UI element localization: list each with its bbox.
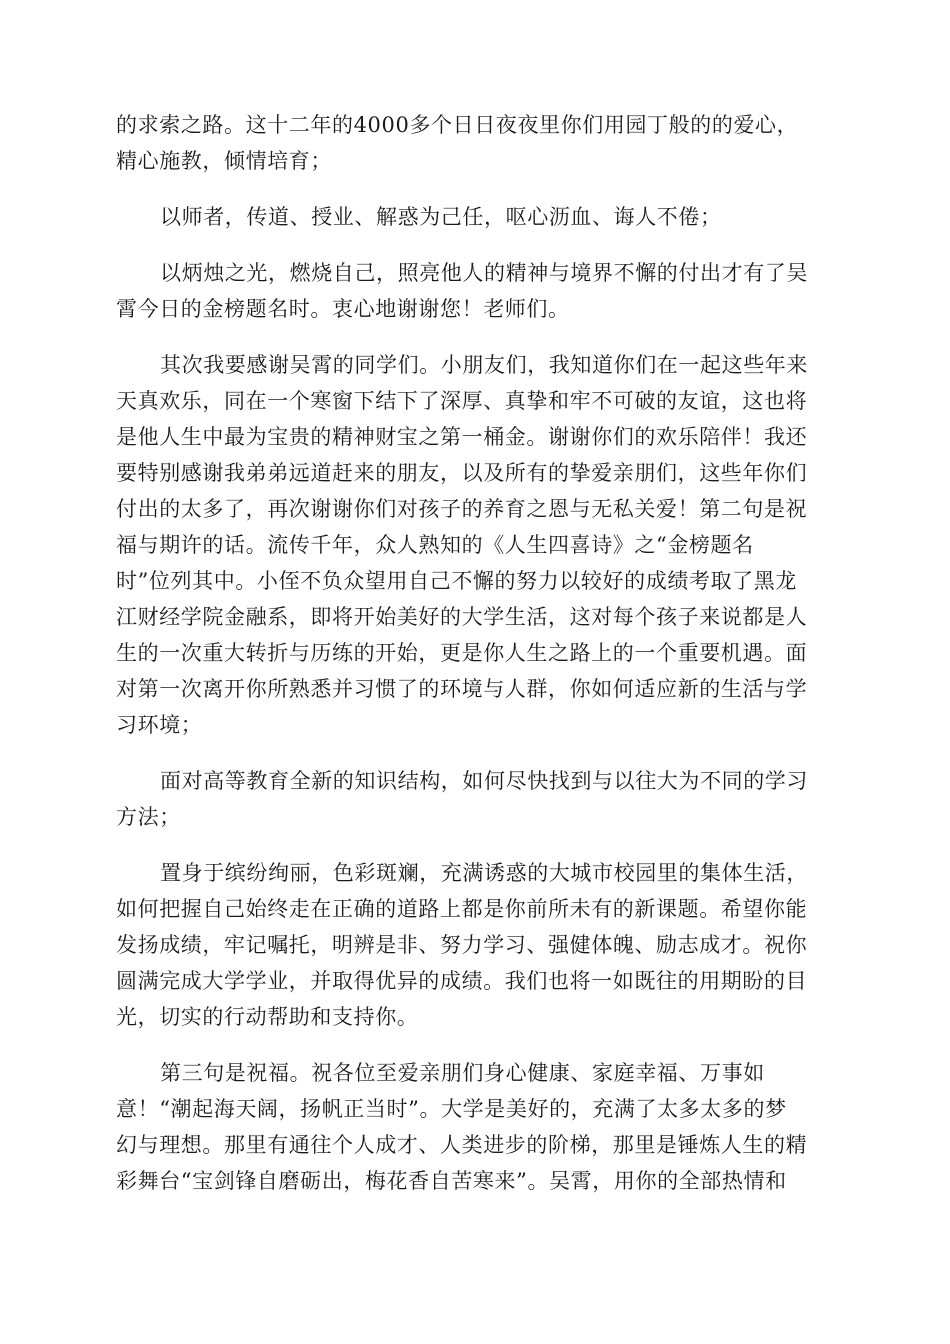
paragraph-6 <box>116 855 836 1035</box>
paragraph-4 <box>116 347 836 743</box>
text-line: 光，切实的行动帮助和支持你。 <box>116 1005 419 1029</box>
text-line: 江财经学院金融系，即将开始美好的大学生活，这对每个孩子来说都是人 <box>116 605 808 629</box>
paragraph-3 <box>116 255 836 327</box>
paragraph-5 <box>116 763 836 835</box>
text-line: 生的一次重大转折与历练的开始，更是你人生之路上的一个重要机遇。面 <box>116 641 808 665</box>
text-line: 的求索之路。这十二年的4000多个日日夜夜里你们用园丁般的的爱心， <box>116 113 799 137</box>
text-line: 福与期许的话。流传千年，众人熟知的《人生四喜诗》之“金榜题名 <box>116 533 754 557</box>
text-line: 习环境； <box>116 713 203 737</box>
text-line: 意！“潮起海天阔，扬帆正当时”。大学是美好的，充满了太多太多的梦 <box>116 1097 787 1121</box>
text-line: 以炳烛之光，燃烧自己，照亮他人的精神与境界不懈的付出才有了吴 <box>160 261 808 285</box>
document-body <box>116 107 836 1219</box>
text-line: 幻与理想。那里有通往个人成才、人类进步的阶梯，那里是锤炼人生的精 <box>116 1133 808 1157</box>
text-line: 置身于缤纷绚丽，色彩斑斓，充满诱惑的大城市校园里的集体生活， <box>160 861 808 885</box>
text-line: 彩舞台“宝剑锋自磨砺出，梅花香自苦寒来”。吴霄，用你的全部热情和 <box>116 1169 787 1193</box>
text-line: 是他人生中最为宝贵的精神财宝之第一桶金。谢谢你们的欢乐陪伴！我还 <box>116 425 808 449</box>
text-line: 付出的太多了，再次谢谢你们对孩子的养育之恩与无私关爱！第二句是祝 <box>116 497 808 521</box>
text-line: 其次我要感谢吴霄的同学们。小朋友们，我知道你们在一起这些年来 <box>160 353 808 377</box>
text-line: 要特别感谢我弟弟远道赶来的朋友，以及所有的挚爱亲朋们，这些年你们 <box>116 461 808 485</box>
text-line: 精心施教，倾情培育； <box>116 149 332 173</box>
text-line: 时”位列其中。小侄不负众望用自己不懈的努力以较好的成绩考取了黑龙 <box>116 569 797 593</box>
text-line: 面对高等教育全新的知识结构，如何尽快找到与以往大为不同的学习 <box>160 769 808 793</box>
text-line: 圆满完成大学学业，并取得优异的成绩。我们也将一如既往的用期盼的目 <box>116 969 808 993</box>
paragraph-2 <box>116 199 836 235</box>
text-line: 如何把握自己始终走在正确的道路上都是你前所未有的新课题。希望你能 <box>116 897 808 921</box>
text-line: 对第一次离开你所熟悉并习惯了的环境与人群，你如何适应新的生活与学 <box>116 677 808 701</box>
paragraph-7 <box>116 1055 836 1199</box>
text-line: 方法； <box>116 805 181 829</box>
text-line: 霄今日的金榜题名时。衷心地谢谢您！老师们。 <box>116 297 570 321</box>
text-line: 以师者，传道、授业、解惑为己任，呕心沥血、诲人不倦； <box>160 205 722 229</box>
text-line: 第三句是祝福。祝各位至爱亲朋们身心健康、家庭幸福、万事如 <box>160 1061 765 1085</box>
paragraph-1 <box>116 107 836 179</box>
text-line: 天真欢乐，同在一个寒窗下结下了深厚、真挚和牢不可破的友谊，这也将 <box>116 389 808 413</box>
text-line: 发扬成绩，牢记嘱托，明辨是非、努力学习、强健体魄、励志成才。祝你 <box>116 933 808 957</box>
